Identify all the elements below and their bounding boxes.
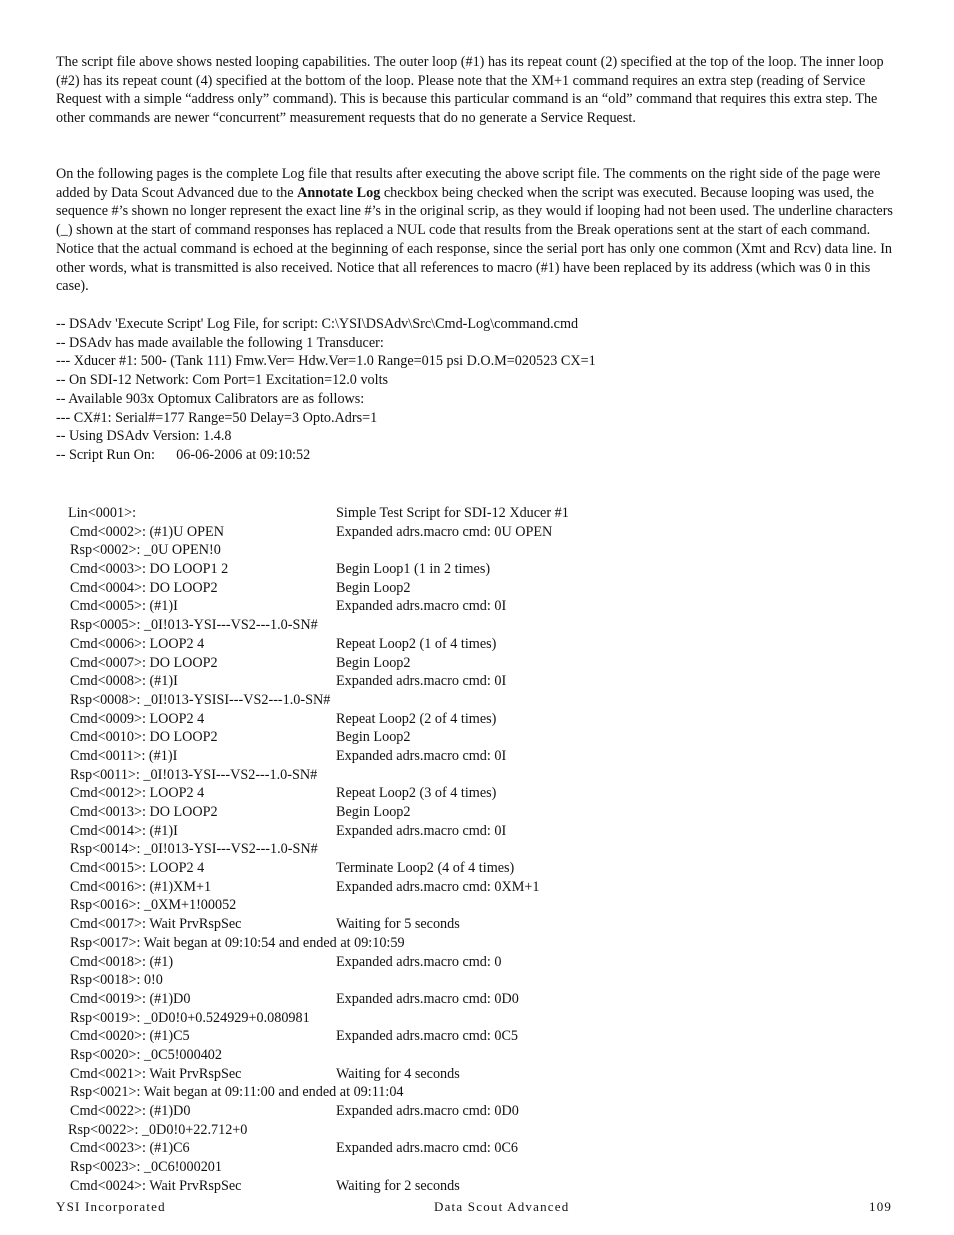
log-annotation: Begin Loop1 (1 in 2 times) (336, 561, 491, 578)
log-entry: Lin<0001>: (68, 505, 137, 521)
header-line: -- Script Run On: 06-06-2006 at 09:10:52 (56, 446, 311, 463)
annotate-log-term: Annotate Log (297, 184, 381, 201)
log-row (70, 822, 910, 841)
log-row (70, 672, 910, 691)
log-entry: Cmd<0019>: (#1)D0 (70, 990, 191, 1007)
log-row (70, 953, 910, 972)
log-entry: Rsp<0011>: _0I!013-YSI---VS2---1.0-SN# (70, 766, 318, 783)
log-row (70, 990, 910, 1009)
log-entry: Cmd<0007>: DO LOOP2 (70, 654, 218, 671)
log-entry: Cmd<0010>: DO LOOP2 (70, 729, 218, 746)
header-line: -- DSAdv 'Execute Script' Log File, for script: C:\YSI\DSAdv\Src\Cmd-Log\command.cmd (56, 316, 579, 332)
log-annotation: Repeat Loop2 (1 of 4 times) (336, 635, 497, 652)
log-description-text-a: On the following pages is the complete Log file that results after executing the above script file. The comments on the right side of the page were added by Data Scout Advanced due to the (56, 166, 881, 201)
log-row (70, 1102, 910, 1121)
log-annotation: Expanded adrs.macro cmd: 0C5 (336, 1028, 519, 1045)
log-annotation: Expanded adrs.macro cmd: 0I (336, 673, 507, 690)
log-entry: Cmd<0011>: (#1)I (70, 747, 178, 764)
log-entry: Cmd<0021>: Wait PrvRspSec (70, 1065, 242, 1082)
log-entry: Cmd<0015>: LOOP2 4 (70, 860, 205, 877)
log-annotation: Expanded adrs.macro cmd: 0I (336, 822, 507, 839)
log-row (70, 934, 910, 953)
log-entry: Rsp<0016>: _0XM+1!00052 (70, 897, 237, 914)
log-entry: Cmd<0002>: (#1)U OPEN (70, 523, 224, 540)
log-entry: Rsp<0021>: Wait began at 09:11:00 and ended at 09:11:04 (70, 1084, 404, 1101)
log-annotation: Repeat Loop2 (3 of 4 times) (336, 785, 497, 802)
header-line: -- On SDI-12 Network: Com Port=1 Excitation=12.0 volts (56, 372, 389, 389)
log-entry: Cmd<0022>: (#1)D0 (70, 1103, 191, 1119)
log-row (70, 1158, 910, 1177)
log-entry: Rsp<0023>: _0C6!000201 (70, 1159, 222, 1176)
log-row (70, 766, 910, 785)
log-annotation: Waiting for 5 seconds (336, 916, 460, 933)
log-row (70, 1177, 910, 1196)
log-row (70, 1009, 910, 1028)
log-annotation: Expanded adrs.macro cmd: 0C6 (336, 1140, 519, 1157)
footer-company: YSI Incorporated (56, 1199, 166, 1214)
log-annotation: Repeat Loop2 (2 of 4 times) (336, 710, 497, 727)
log-row (70, 710, 910, 729)
log-annotation: Expanded adrs.macro cmd: 0I (336, 598, 507, 615)
log-annotation: Expanded adrs.macro cmd: 0 (336, 953, 502, 970)
log-file-header (56, 315, 596, 465)
log-entry: Rsp<0022>: _0D0!0+22.712+0 (68, 1121, 248, 1138)
log-description-text-b: checkbox being checked when the script was executed. Because looping was used, the sequence #’s shown no longer represent the exact line #’s in the original scrip, as they would if looping had not been used. The underline characters (_) shown at the start of command responses has replaced a NUL code that results from the Break operations sent at the start of each command. Notice that the actual command is echoed at the beginning of each response, since the serial port has only one common (Xmt and Rcv) data line. In other words, what is transmitted is also received. Notice that all references to macro (#1) have been replaced by its address (which was 0 in this case). (56, 184, 893, 295)
log-entry: Rsp<0019>: _0D0!0+0.524929+0.080981 (70, 1009, 310, 1026)
footer-product: Data Scout Advanced (434, 1199, 570, 1214)
log-row (70, 1027, 910, 1046)
log-row (70, 616, 910, 635)
log-row (70, 523, 910, 542)
log-row (70, 728, 910, 747)
log-row (70, 579, 910, 598)
log-entry: Cmd<0018>: (#1) (70, 953, 174, 970)
log-entry: Cmd<0014>: (#1)I (70, 822, 178, 839)
log-row (70, 635, 910, 654)
log-entry: Rsp<0020>: _0C5!000402 (70, 1046, 222, 1063)
log-row (70, 691, 910, 710)
log-entry: Cmd<0020>: (#1)C5 (70, 1028, 190, 1045)
log-entry: Rsp<0008>: _0I!013-YSISI---VS2---1.0-SN# (70, 691, 331, 708)
log-row (70, 784, 910, 803)
intro-paragraph: The script file above shows nested looping capabilities. The outer loop (#1) has its repeat count (2) specified at the top of the loop. The inner loop (#2) has its repeat count (4) specified at the bottom of the loop. Please note that the XM+1 command requires an extra step (reading of Service Request with a simple “address only” command). This is because this particular command is an “old” command that requires this extra step. The other commands are newer “concurrent” measurement requests that do no generate a Service Request. (56, 54, 884, 127)
log-entry: Cmd<0004>: DO LOOP2 (70, 579, 218, 596)
log-row (70, 560, 910, 579)
log-annotation: Begin Loop2 (336, 804, 411, 820)
log-row (70, 541, 910, 560)
log-annotation: Terminate Loop2 (4 of 4 times) (336, 860, 515, 877)
log-entry: Cmd<0009>: LOOP2 4 (70, 710, 205, 727)
log-entry: Cmd<0003>: DO LOOP1 2 (70, 561, 229, 578)
footer-page-number: 109 (869, 1199, 893, 1214)
log-annotation: Begin Loop2 (336, 729, 411, 746)
header-line: --- Xducer #1: 500- (Tank 111) Fmw.Ver= Hdw.Ver=1.0 Range=015 psi D.O.M=020523 CX=1 (56, 353, 596, 370)
header-line: -- DSAdv has made available the following 1 Transducer: (56, 334, 384, 351)
log-description-paragraph (56, 165, 901, 296)
header-line: -- Using DSAdv Version: 1.4.8 (56, 428, 232, 445)
header-line: --- CX#1: Serial#=177 Range=50 Delay=3 Opto.Adrs=1 (56, 409, 378, 426)
log-row (70, 747, 910, 766)
log-row (70, 896, 910, 915)
header-line: -- Available 903x Optomux Calibrators are as follows: (56, 390, 365, 407)
log-entry: Cmd<0013>: DO LOOP2 (70, 804, 218, 820)
log-row (70, 840, 910, 859)
log-entry: Cmd<0012>: LOOP2 4 (70, 785, 205, 802)
log-entry: Cmd<0006>: LOOP2 4 (70, 635, 205, 652)
log-row (70, 971, 910, 990)
log-row (70, 1083, 910, 1102)
log-row (70, 859, 910, 878)
log-entry: Cmd<0008>: (#1)I (70, 673, 178, 690)
log-annotation: Expanded adrs.macro cmd: 0U OPEN (336, 523, 553, 540)
log-entry: Rsp<0005>: _0I!013-YSI---VS2---1.0-SN# (70, 617, 318, 634)
log-annotation: Waiting for 4 seconds (336, 1065, 460, 1082)
log-annotation: Waiting for 2 seconds (336, 1177, 460, 1194)
log-annotation: Begin Loop2 (336, 579, 411, 596)
log-row (70, 803, 910, 822)
log-row (70, 878, 910, 897)
log-row (70, 597, 910, 616)
log-row (70, 654, 910, 673)
log-annotation: Expanded adrs.macro cmd: 0D0 (336, 1103, 519, 1119)
log-annotation: Simple Test Script for SDI-12 Xducer #1 (336, 505, 569, 521)
log-row (70, 504, 910, 523)
log-row (70, 1121, 910, 1140)
log-row (70, 1065, 910, 1084)
log-row (70, 915, 910, 934)
log-annotation: Expanded adrs.macro cmd: 0I (336, 747, 507, 764)
log-entry: Cmd<0023>: (#1)C6 (70, 1140, 190, 1157)
log-entry: Cmd<0016>: (#1)XM+1 (70, 878, 212, 895)
log-entry: Rsp<0002>: _0U OPEN!0 (70, 542, 221, 559)
log-annotation: Expanded adrs.macro cmd: 0D0 (336, 990, 519, 1007)
log-entry: Cmd<0005>: (#1)I (70, 598, 178, 615)
log-entry: Rsp<0018>: 0!0 (70, 972, 163, 989)
log-entry: Rsp<0014>: _0I!013-YSI---VS2---1.0-SN# (70, 841, 318, 858)
log-entry: Rsp<0017>: Wait began at 09:10:54 and ended at 09:10:59 (70, 934, 405, 951)
log-row (70, 1046, 910, 1065)
log-entry: Cmd<0024>: Wait PrvRspSec (70, 1177, 242, 1194)
log-entry: Cmd<0017>: Wait PrvRspSec (70, 916, 242, 933)
log-row (70, 1139, 910, 1158)
log-entries (70, 504, 910, 1195)
log-annotation: Expanded adrs.macro cmd: 0XM+1 (336, 878, 540, 895)
log-annotation: Begin Loop2 (336, 654, 411, 671)
